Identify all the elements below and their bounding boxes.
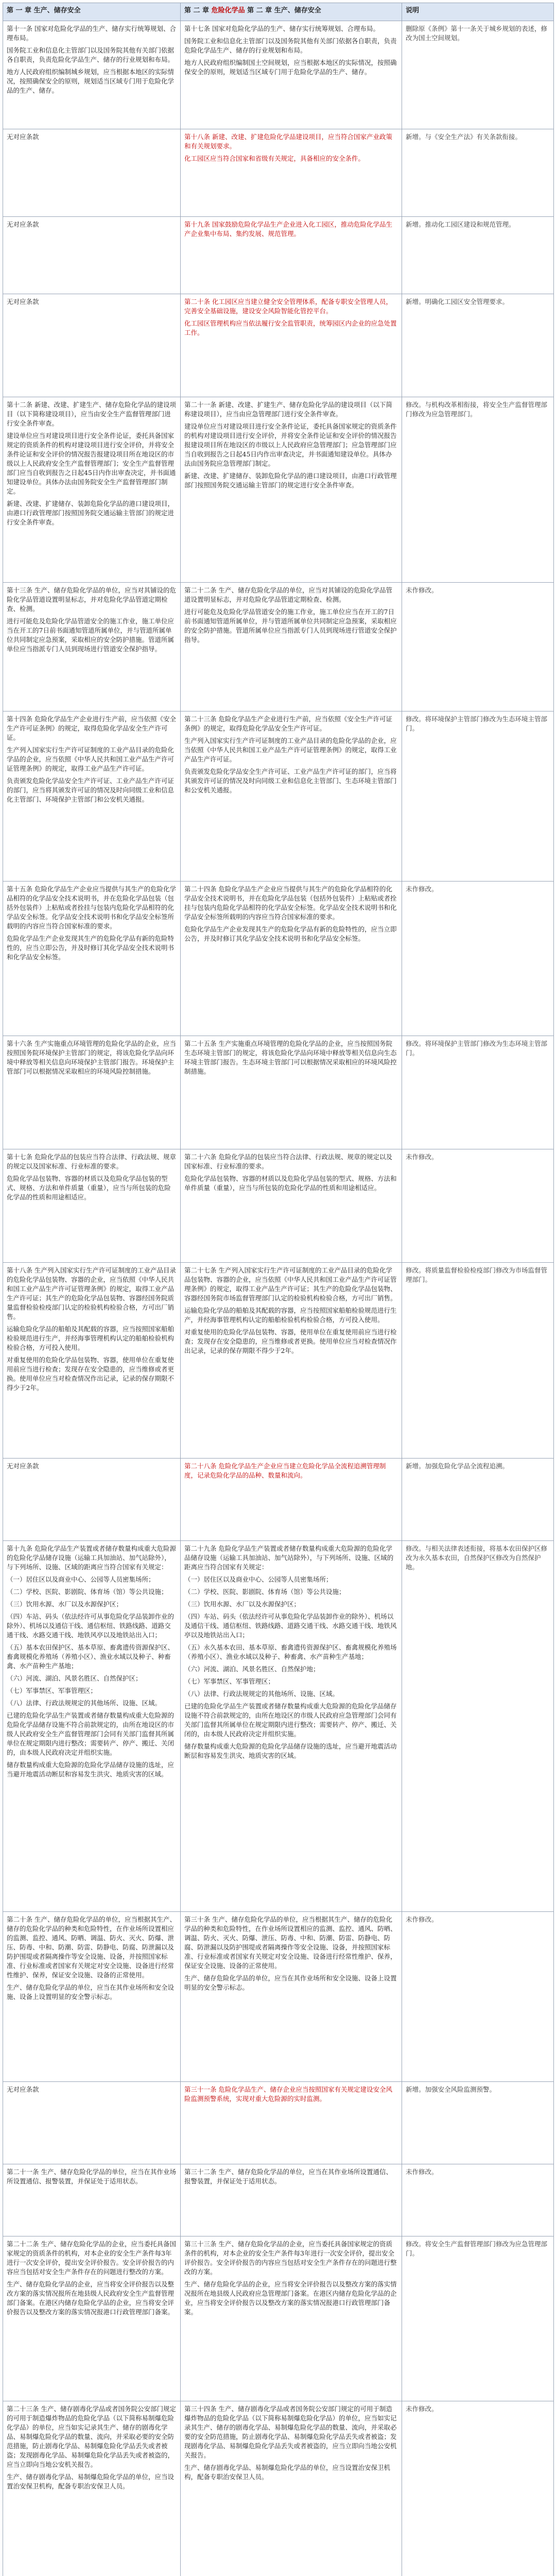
original-cell [3, 1036, 181, 1149]
note-cell-paragraph: 修改。与机构改革相衔接，将安全生产监督管理部门修改为应急管理部门。 [406, 401, 548, 418]
revised-cell-paragraph: （六）河流、湖泊、风景名胜区、自然保护地； [184, 1665, 320, 1673]
revised-cell-paragraph: 第二十二条 生产、储存危险化学品的单位，应当对其铺设的危险化学品管道设置明显标志，并对危险化学品管道定期检查、检测。 [184, 586, 392, 603]
original-cell [3, 1263, 181, 1459]
table-row [3, 217, 554, 294]
note-cell [402, 1912, 554, 2082]
table-row [3, 882, 554, 1036]
original-cell-paragraph: 运输危险化学品的船舶及其配载的容器，应当按照国家船舶检验规范进行生产，并经海事管理机构认定的船舶检验机构检验合格，方可投入使用。 [7, 1325, 175, 1351]
revised-cell-paragraph: 第二十条 化工园区应当建立健全安全管理体系，配备专职安全管理人员，完善安全基础设施，建设安全风险智能化管控平台。 [184, 298, 392, 315]
revised-cell-paragraph: 第二十五条 生产实施重点环境管理的危险化学品的企业，应当按照国务院生态环境主管部门的规定，将该危险化学品向环境中释放等相关信息向生态环境主管部门报告。生态环境主管部门可以根据情况采取相应的环境风险控制措施。 [184, 1040, 397, 1075]
revised-cell-paragraph: （二）学校、医院、影剧院、体育场（馆）等公共设施； [184, 1588, 345, 1596]
table-row [3, 21, 554, 129]
note-cell-paragraph: 未作修改。 [406, 1153, 438, 1161]
original-cell-paragraph: 生产、储存危险化学品的单位，应当在其作业场所和安全设施、设备上设置明显的安全警示标志。 [7, 1984, 175, 2001]
revised-cell [181, 397, 402, 583]
note-cell-paragraph: 未作修改。 [406, 885, 438, 893]
revised-cell-paragraph: 生产、储存剧毒化学品、易制爆危险化学品的单位，应当设置治安保卫机构，配备专职治安保卫人员。 [184, 2464, 391, 2481]
original-cell [3, 294, 181, 397]
original-cell [3, 2082, 181, 2164]
table-row [3, 583, 554, 711]
revised-cell-paragraph: 第三十一条 危险化学品生产、储存企业应当按照国家有关规定建设安全风险监测预警系统，实现对重大危险源的实时监测。 [184, 2086, 392, 2103]
revised-cell-paragraph: 第三十三条 生产、储存危险化学品的企业，应当委托具备国家规定的资质条件的机构，对本企业的安全生产条件每3年进行一次安全评价，提出安全评价报告。安全评价报告的内容应当包括对安全生产条件存在的问题进行整改的方案。 [184, 2240, 397, 2276]
table-row [3, 294, 554, 397]
revised-cell-paragraph: 第十八条 新建、改建、扩建危险化学品建设项目，应当符合国家产业政策和有关规划要求。 [184, 133, 392, 150]
revised-cell-paragraph: 第三十条 生产、储存危险化学品的单位，应当根据其生产、储存的危险化学品的种类和危险特性，在作业场所设置相应的监测、监控、通风、防晒、调温、防火、灭火、防爆、泄压、防毒、中和、防潮、防雷、防静电、防腐、防泄漏以及防护围堤或者隔离操作等安全设施、设备，并按照国家标准、行业标准或者国家有关规定对安全设施、设备进行经常性维护、保养，保证安全设施、设备的正常使用。 [184, 1916, 397, 1970]
original-cell-paragraph: 负责颁发危险化学品安全生产许可证、工业产品生产许可证的部门，应当将其颁发许可证的情况及时向同级工业和信息化主管部门、环境保护主管部门和公安机关通报。 [7, 777, 175, 803]
note-cell [402, 2082, 554, 2164]
table-row [3, 129, 554, 217]
revised-cell-paragraph: 生产、储存危险化学品的单位，应当在其作业场所和安全设施、设备上设置明显的安全警示标志。 [184, 1974, 397, 1991]
original-cell-paragraph: 危险化学品包装物、容器的材质以及危险化学品包装的型式、规格、方法和单件质量（重量），应当与所包装的危险化学品的性质和用途相适应。 [7, 1175, 171, 1201]
original-cell [3, 1541, 181, 1912]
original-cell-paragraph: （六）河流、湖泊、风景名胜区、自然保护区； [7, 1674, 142, 1682]
note-cell [402, 711, 554, 882]
comparison-table [3, 3, 554, 2576]
original-cell-paragraph: 第十三条 生产、储存危险化学品的单位，应当对其铺设的危险化学品管道设置明显标志，并对危险化学品管道定期检查、检测。 [7, 586, 176, 613]
original-cell-paragraph: 危险化学品生产企业发现其生产的危险化学品有新的危险特性的，应当立即公告，并及时修订其化学品安全技术说明书和化学品安全标签。 [7, 935, 175, 961]
revised-cell [181, 294, 402, 397]
revised-cell-paragraph: 危险化学品生产企业发现其生产的危险化学品有新的危险特性的，应当立即公告，并及时修订其化学品安全技术说明书和化学品安全标签。 [184, 925, 397, 942]
note-cell [402, 1541, 554, 1912]
original-cell-paragraph: 第二十二条 生产、储存危险化学品的企业，应当委托具备国家规定的资质条件的机构，对本企业的安全生产条件每3年进行一次安全评价，提出安全评价报告。安全评价报告的内容应当包括对安全生产条件存在的问题进行整改的方案。 [7, 2240, 176, 2276]
revised-cell [181, 2401, 402, 2576]
note-cell-paragraph: 修改。将安全生产监督管理部门修改为应急管理部门。 [406, 2240, 548, 2257]
revised-cell-paragraph: （四）车站、码头（依法经许可从事危险化学品装卸作业的除外）、机场以及通信干线、通信枢纽、铁路线路、道路交通干线、水路交通干线、地铁风亭以及地铁站出入口； [184, 1613, 397, 1639]
revised-cell [181, 1912, 402, 2082]
original-cell-paragraph: 无对应条款 [7, 221, 39, 228]
original-cell-paragraph: 地方人民政府组织编制城乡规划，应当根据本地区的实际情况，按照确保安全的原则，规划适当区域专门用于危险化学品的生产、储存。 [7, 68, 175, 94]
revised-cell-paragraph: 第二十四条 危险化学品生产企业应当提供与其生产的危险化学品相符的化学品安全技术说明书，并在危险化学品包装（包括外包装件）上粘贴或者拴挂与包装内危险化学品相符的化学品安全标签。化学品安全技术说明书和化学品安全标签所载明的内容应当符合国家标准的要求。 [184, 885, 397, 921]
table-row [3, 397, 554, 583]
revised-cell-paragraph: 进行可能危及危险化学品管道安全的施工作业，施工单位应当在开工的7日前书面通知管道所属单位，并与管道所属单位共同制定应急预案，采取相应的安全防护措施。管道所属单位应当指派专门人员到现场进行管道安全保护指导。 [184, 608, 397, 643]
original-cell-paragraph: 国务院工业和信息化主管部门以及国务院其他有关部门依据各自职责，负责危险化学品生产、储存的行业规划和布局。 [7, 46, 175, 63]
original-cell [3, 2236, 181, 2401]
note-cell-paragraph: 新增。加强危险化学品全流程追溯。 [406, 1462, 509, 1470]
revised-cell [181, 217, 402, 294]
original-cell [3, 583, 181, 711]
header-notes: 说明 [402, 3, 554, 21]
revised-cell-paragraph: 生产、储存危险化学品的企业，应当将安全评价报告以及整改方案的落实情况报所在地县级人民政府应急管理部门备案。在港区内储存危险化学品的企业，应当将安全评价报告以及整改方案的落实情况报港口行政管理部门备案。 [184, 2280, 397, 2316]
original-cell-paragraph: 第十九条 危险化学品生产装置或者储存数量构成重大危险源的危险化学品储存设施（运输工具加油站、加气站除外），与下列场所、设施、区域的距离应当符合国家有关规定： [7, 1545, 176, 1571]
note-cell-paragraph: 修改。将环境保护主管部门修改为生态环境主管部门。 [406, 715, 548, 732]
original-cell-paragraph: （四）车站、码头（依法经许可从事危险化学品装卸作业的除外）、机场以及通信干线、通信枢纽、铁路线路、道路交通干线、水路交通干线、地铁风亭以及地铁站出入口； [7, 1613, 175, 1639]
note-cell [402, 397, 554, 583]
revised-cell-paragraph: 运输危险化学品的船舶及其配载的容器，应当按照国家船舶检验规范进行生产，并经海事管理机构认定的船舶检验机构检验合格，方可投入使用。 [184, 1307, 397, 1324]
original-cell-paragraph: 第十七条 危险化学品的包装应当符合法律、行政法规、规章的规定以及国家标准、行业标准的要求。 [7, 1153, 176, 1170]
original-cell [3, 1912, 181, 2082]
note-cell-paragraph: 未作修改。 [406, 1916, 438, 1923]
revised-cell-paragraph: 第十九条 国家鼓励危险化学品生产企业进入化工园区，推动危险化学品生产企业集中布局、集约发展、规范管理。 [184, 221, 392, 238]
original-cell-paragraph: 新建、改建、扩建储存、装卸危险化学品的港口建设项目，由港口行政管理部门按照国务院交通运输主管部门的规定进行安全条件审查。 [7, 500, 175, 526]
original-cell [3, 1459, 181, 1541]
original-cell [3, 397, 181, 583]
note-cell-paragraph: 未作修改。 [406, 2168, 438, 2176]
note-cell-paragraph: 未作修改。 [406, 2405, 438, 2413]
revised-cell-paragraph: 化工园区管理机构应当依法履行安全监管职责，统筹园区内企业的应急处置工作。 [184, 319, 397, 336]
note-cell [402, 1036, 554, 1149]
original-cell-paragraph: 第十二条 新建、改建、扩建生产、储存危险化学品的建设项目（以下简称建设项目），应当由安全生产监督管理部门进行安全条件审查。 [7, 401, 176, 427]
revised-cell-paragraph: （七）军事禁区、军事管理区； [184, 1677, 275, 1685]
original-cell [3, 1149, 181, 1263]
revised-cell [181, 882, 402, 1036]
revised-cell-paragraph: 生产列入国家实行生产许可证制度的工业产品目录的危险化学品的企业，应当依照《中华人民共和国工业产品生产许可证管理条例》的规定，取得工业产品生产许可证。 [184, 737, 397, 763]
original-cell-paragraph: 无对应条款 [7, 1462, 39, 1470]
table-row [3, 1149, 554, 1263]
revised-cell-paragraph: 建设单位应当对建设项目进行安全条件论证，委托具备国家规定的资质条件的机构对建设项目进行安全评价，并将安全条件论证和安全评价的情况报告报建设项目所在地设区的市级以上人民政府应急管理部门；应急管理部门应当自收到报告之日起45日内作出审查决定，并书面通知建设单位。具体办法由国务院应急管理部门制定。 [184, 422, 397, 467]
note-cell-paragraph: 未作修改。 [406, 586, 438, 594]
note-cell [402, 1149, 554, 1263]
revised-cell [181, 1036, 402, 1149]
revised-cell [181, 583, 402, 711]
table-header [3, 3, 554, 21]
original-cell-paragraph: 已建的危险化学品生产装置或者储存数量构成重大危险源的危险化学品储存设施不符合前款规定的，由所在地设区的市级人民政府安全生产监督管理部门会同有关部门监督其所属单位在规定期限内进行整改；需要转产、停产、搬迁、关闭的，由本级人民政府决定并组织实施。 [7, 1711, 175, 1756]
original-cell [3, 21, 181, 129]
revised-cell-paragraph: （一）居住区以及商业中心、公园等人员密集场所； [184, 1575, 333, 1583]
original-cell-paragraph: （五）基本农田保护区、基本草原、畜禽遗传资源保护区、畜禽规模化养殖场（养殖小区）、渔业水域以及种子、种畜禽、水产苗种生产基地； [7, 1643, 175, 1670]
original-cell-paragraph: 生产、储存剧毒化学品、易制爆危险化学品的单位，应当设置治安保卫机构，配备专职治安保卫人员。 [7, 2473, 175, 2490]
note-cell-paragraph: 修改。将环境保护主管部门修改为生态环境主管部门。 [406, 1040, 548, 1057]
revised-cell-paragraph: （五）永久基本农田、基本草原、畜禽遗传资源保护区、畜禽规模化养殖场（养殖小区）、渔业水域以及种子、种畜禽、水产苗种生产基地； [184, 1643, 397, 1660]
comparison-page [0, 3, 556, 2576]
note-cell [402, 21, 554, 129]
original-cell-paragraph: 对重复使用的危险化学品包装物、容器，使用单位在重复使用前应当进行检查；发现存在安全隐患的，应当维修或者更换。使用单位应当对检查情况作出记录，记录的保存期限不得少于2年。 [7, 1356, 175, 1392]
revised-cell-paragraph: 危险化学品包装物、容器的材质以及危险化学品包装的型式、规格、方法和单件质量（重量），应当与所包装的危险化学品的性质和用途相适应。 [184, 1175, 397, 1192]
original-cell-paragraph: 第十八条 生产列入国家实行生产许可证制度的工业产品目录的危险化学品包装物、容器的企业，应当依照《中华人民共和国工业产品生产许可证管理条例》的规定，取得工业产品生产许可证；其生产的危险化学品包装物、容器经国务院质量监督检验检疫部门认定的检验机构检验合格，方可出厂销售。 [7, 1266, 176, 1320]
table-row [3, 2401, 554, 2576]
revised-cell [181, 1263, 402, 1459]
revised-cell-paragraph: 第二十六条 危险化学品的包装应当符合法律、行政法规、规章的规定以及国家标准、行业标准的要求。 [184, 1153, 392, 1170]
note-cell [402, 882, 554, 1036]
original-cell [3, 882, 181, 1036]
original-cell-paragraph: 无对应条款 [7, 298, 39, 306]
original-cell-paragraph: 第十四条 危险化学品生产企业进行生产前，应当依照《安全生产许可证条例》的规定，取得危险化学品安全生产许可证。 [7, 715, 176, 741]
note-cell-paragraph: 修改。将质量监督检验检疫部门修改为市场监督管理部门。 [406, 1266, 548, 1283]
revised-cell-paragraph: 第二十七条 生产列入国家实行生产许可证制度的工业产品目录的危险化学品包装物、容器的企业，应当依照《中华人民共和国工业产品生产许可证管理条例》的规定，取得工业产品生产许可证；其生产的危险化学品包装物、容器经国务院市场监督管理部门认定的检验机构检验合格，方可出厂销售。 [184, 1266, 397, 1302]
original-cell-paragraph: 进行可能危及危险化学品管道安全的施工作业，施工单位应当在开工的7日前书面通知管道所属单位，并与管道所属单位共同制定应急预案，采取相应的安全防护措施。管道所属单位应当指派专门人员到现场进行管道安全保护指导。 [7, 617, 175, 653]
original-cell-paragraph: （二）学校、医院、影剧院、体育场（馆）等公共设施； [7, 1588, 168, 1596]
original-cell-paragraph: 第十六条 生产实施重点环境管理的危险化学品的企业，应当按照国务院环境保护主管部门的规定，将该危险化学品向环境中释放等相关信息向环境保护主管部门报告。环境保护主管部门可以根据情况采取相应的环境风险控制措施。 [7, 1040, 176, 1075]
table-row [3, 1263, 554, 1459]
table-row [3, 1912, 554, 2082]
original-cell [3, 129, 181, 217]
revised-cell-paragraph: 负责颁发危险化学品安全生产许可证、工业产品生产许可证的部门，应当将其颁发许可证的情况及时向同级工业和信息化主管部门、生态环境主管部门和公安机关通报。 [184, 768, 397, 794]
table-row [3, 2082, 554, 2164]
table-row [3, 2236, 554, 2401]
revised-cell-paragraph: 第十七条 国家对危险化学品的生产、储存实行统筹规划、合理布局。 [184, 25, 379, 32]
note-cell-paragraph: 新增。与《安全生产法》有关条款衔接。 [406, 133, 522, 141]
revised-cell-paragraph: 第三十四条 生产、储存剧毒化学品或者国务院公安部门规定的可用于制造爆炸物品的危险化学品（以下简称易制爆危险化学品）的单位，应当如实记录其生产、储存的剧毒化学品、易制爆危险化学品的数量、流向，并采取必要的安全防范措施，防止剧毒化学品、易制爆危险化学品丢失或者被盗；发现剧毒化学品、易制爆危险化学品丢失或者被盗的，应当立即向当地公安机关报告。 [184, 2405, 397, 2459]
original-cell-paragraph: 无对应条款 [7, 133, 39, 141]
revised-cell [181, 2236, 402, 2401]
revised-cell-paragraph: 第二十三条 危险化学品生产企业进行生产前，应当依照《安全生产许可证条例》的规定，取得危险化学品安全生产许可证。 [184, 715, 392, 732]
revised-cell-paragraph: （八）法律、行政法规规定的其他场所、设施、区域。 [184, 1690, 339, 1698]
original-cell-paragraph: （三）饮用水源、水厂以及水源保护区； [7, 1600, 123, 1608]
note-cell-paragraph: 新增。推动化工园区建设和规范管理。 [406, 221, 515, 228]
note-cell-paragraph: 新增。明确化工园区安全管理要求。 [406, 298, 509, 306]
note-cell-paragraph: 删除原《条例》第十一条关于城乡规划的表述，修改为国土空间规划。 [406, 25, 548, 42]
original-cell [3, 217, 181, 294]
revised-cell-paragraph: 第三十二条 生产、储存危险化学品的单位，应当在其作业场所设置通信、报警装置，并保证处于适用状态。 [184, 2168, 392, 2185]
revised-cell-paragraph: 对重复使用的危险化学品包装物、容器，使用单位在重复使用前应当进行检查；发现存在安全隐患的，应当维修或者更换。使用单位应当对检查情况作出记录，记录的保存期限不得少于2年。 [184, 1328, 397, 1354]
revised-cell-paragraph: 化工园区应当符合国家和省级有关规定，具备相应的安全条件。 [184, 155, 365, 162]
revised-cell [181, 129, 402, 217]
table-row [3, 1541, 554, 1912]
revised-cell-paragraph: 已建的危险化学品生产装置或者储存数量构成重大危险源的危险化学品储存设施不符合前款规定的，由所在地设区的市级人民政府应急管理部门会同有关部门监督其所属单位在规定期限内进行整改；需要转产、停产、搬迁、关闭的，由本级人民政府决定并组织实施。 [184, 1702, 397, 1738]
original-cell-paragraph: 无对应条款 [7, 2086, 39, 2093]
original-cell-paragraph: （七）军事禁区、军事管理区； [7, 1687, 97, 1694]
original-cell-paragraph: 储存数量构成重大危险源的危险化学品储存设施的选址，应当避开地震活动断层和容易发生洪灾、地质灾害的区域。 [7, 1761, 175, 1778]
original-cell-paragraph: （八）法律、行政法规规定的其他场所、设施、区域。 [7, 1699, 162, 1707]
note-cell-paragraph: 修改。与相关法律表述衔接，将基本农田保护区修改为永久基本农田，自然保护区修改为自然保护地。 [406, 1545, 548, 1571]
note-cell [402, 2401, 554, 2576]
original-cell-paragraph: 建设单位应当对建设项目进行安全条件论证，委托具备国家规定的资质条件的机构对建设项目进行安全评价，并将安全条件论证和安全评价的情况报告报建设项目所在地设区的市级以上人民政府安全生产监督管理部门；安全生产监督管理部门应当自收到报告之日起45日内作出审查决定，并书面通知建设单位。具体办法由国务院安全生产监督管理部门制定。 [7, 432, 176, 495]
original-cell-paragraph: 第二十三条 生产、储存剧毒化学品或者国务院公安部门规定的可用于制造爆炸物品的危险化学品（以下简称易制爆危险化学品）的单位，应当如实记录其生产、储存的剧毒化学品、易制爆危险化学品的数量、流向，并采取必要的安全防范措施，防止剧毒化学品、易制爆危险化学品丢失或者被盗；发现剧毒化学品、易制爆危险化学品丢失或者被盗的，应当立即向当地公安机关报告。 [7, 2405, 176, 2468]
table-row [3, 1459, 554, 1541]
original-cell-paragraph: 第二十条 生产、储存危险化学品的单位，应当根据其生产、储存的危险化学品的种类和危险特性，在作业场所设置相应的监测、监控、通风、防晒、调温、防火、灭火、防爆、泄压、防毒、中和、防潮、防雷、防静电、防腐、防泄漏以及防护围堤或者隔离操作等安全设施、设备，并按照国家标准、行业标准或者国家有关规定对安全设施、设备进行经常性维护、保养，保证安全设施、设备的正常使用。 [7, 1916, 176, 1979]
revised-cell-paragraph: 新建、改建、扩建储存、装卸危险化学品的港口建设项目，由港口行政管理部门按照国务院交通运输主管部门的规定进行安全条件审查。 [184, 472, 397, 489]
table-row [3, 711, 554, 882]
revised-cell [181, 1541, 402, 1912]
revised-cell [181, 1459, 402, 1541]
table-row [3, 2164, 554, 2236]
revised-cell-paragraph: 地方人民政府组织编制国土空间规划，应当根据本地区的实际情况，按照确保安全的原则，规划适当区域专门用于危险化学品的生产、储存。 [184, 59, 397, 76]
original-cell [3, 2164, 181, 2236]
original-cell-paragraph: 第二十一条 生产、储存危险化学品的单位，应当在其作业场所设置通信、报警装置，并保证处于适用状态。 [7, 2168, 176, 2185]
revised-cell [181, 21, 402, 129]
note-cell [402, 1263, 554, 1459]
revised-cell-paragraph: 第二十九条 危险化学品生产装置或者储存数量构成重大危险源的危险化学品储存设施（运输工具加油站、加气站除外），与下列场所、设施、区域的距离应当符合国家有关规定： [184, 1545, 394, 1571]
revised-cell [181, 2164, 402, 2236]
original-cell [3, 2401, 181, 2576]
header-original: 第 一 章 生产、储存安全 [3, 3, 181, 21]
original-cell-paragraph: 第十一条 国家对危险化学品的生产、储存实行统筹规划、合理布局。 [7, 25, 176, 42]
revised-cell [181, 1149, 402, 1263]
original-cell-paragraph: 生产列入国家实行生产许可证制度的工业产品目录的危险化学品的企业，应当依照《中华人民共和国工业产品生产许可证管理条例》的规定，取得工业产品生产许可证。 [7, 746, 175, 772]
revised-cell-paragraph: 国务院工业和信息化主管部门以及国务院其他有关部门依据各自职责，负责危险化学品生产、储存的行业规划和布局。 [184, 37, 397, 54]
note-cell [402, 129, 554, 217]
revised-cell-paragraph: 第二十八条 危险化学品生产企业应当建立危险化学品全流程追溯管理制度，记录危险化学品的品种、数量和流向。 [184, 1462, 386, 1479]
original-cell-paragraph: 生产、储存危险化学品的企业，应当将安全评价报告以及整改方案的落实情况报所在地县级人民政府安全生产监督管理部门备案。在港区内储存危险化学品的企业，应当将安全评价报告以及整改方案的落实情况报港口行政管理部门备案。 [7, 2280, 175, 2316]
original-cell-paragraph: 第十五条 危险化学品生产企业应当提供与其生产的危险化学品相符的化学品安全技术说明书，并在危险化学品包装（包括外包装件）上粘贴或者拴挂与包装内危险化学品相符的化学品安全标签。化学品安全技术说明书和化学品安全标签所载明的内容应当符合国家标准的要求。 [7, 885, 176, 930]
note-cell-paragraph: 新增。加强安全风险监测预警。 [406, 2086, 496, 2093]
original-cell-paragraph: （一）居住区以及商业中心、公园等人员密集场所； [7, 1575, 155, 1583]
revised-cell-paragraph: （三）饮用水源、水厂以及水源保护区； [184, 1600, 301, 1608]
note-cell [402, 2164, 554, 2236]
note-cell [402, 583, 554, 711]
revised-cell [181, 2082, 402, 2164]
table-row [3, 1036, 554, 1149]
revised-cell-paragraph: 储存数量构成重大危险源的危险化学品储存设施的选址，应当避开地震活动断层和容易发生洪灾、地质灾害的区域。 [184, 1742, 397, 1759]
revised-cell [181, 711, 402, 882]
note-cell [402, 294, 554, 397]
original-cell [3, 711, 181, 882]
revised-cell-paragraph: 第二十一条 新建、改建、扩建生产、储存危险化学品的建设项目（以下简称建设项目），应当由应急管理部门进行安全条件审查。 [184, 401, 392, 418]
note-cell [402, 1459, 554, 1541]
note-cell [402, 2236, 554, 2401]
note-cell [402, 217, 554, 294]
header-revised: 第 二 章 危险化学品 第 二 章 生产、储存安全 [181, 3, 402, 21]
table-body [3, 21, 554, 2576]
